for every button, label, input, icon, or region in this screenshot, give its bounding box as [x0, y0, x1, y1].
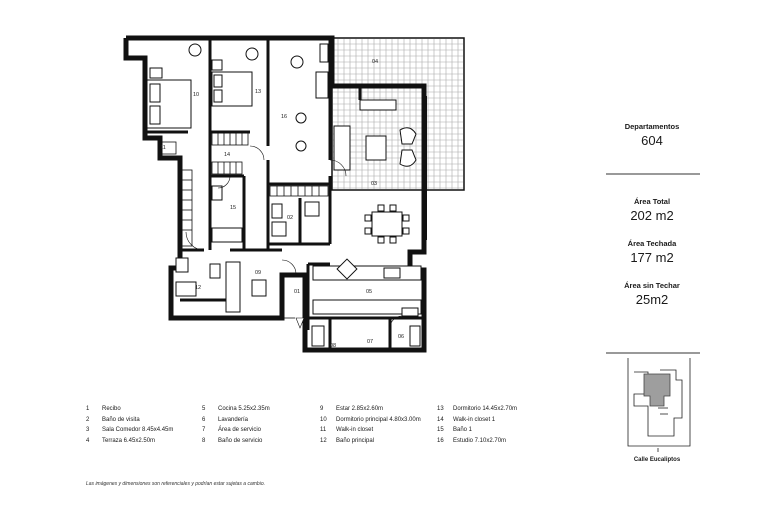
- legend-item: 3 Sala Comedor 8.45x4.45m: [86, 427, 174, 434]
- room-number: 05: [365, 289, 373, 295]
- room-number: 13: [254, 89, 262, 95]
- legend-item: 9 Estar 2.85x2.60m: [320, 406, 384, 412]
- unit-number: 604: [641, 133, 663, 148]
- room-number: 16: [280, 114, 288, 120]
- legend-item: 4 Terraza 6.45x2.50m: [86, 437, 156, 444]
- room-number: 08: [329, 343, 337, 349]
- legend-item: 1 Recibo: [86, 406, 121, 412]
- legend-column: [202, 404, 270, 446]
- room-number: 15: [229, 205, 237, 211]
- site-locator-map: [628, 358, 690, 452]
- legend-item: 5 Cocina 5.25x2.35m: [202, 406, 270, 412]
- legend-item: 8 Baño de servicio: [202, 437, 263, 444]
- total-area-block: [600, 197, 704, 223]
- roofed-area-block: [600, 239, 704, 265]
- room-number: 10: [192, 92, 200, 98]
- legend-column: [437, 404, 517, 446]
- terrace-area: [332, 38, 464, 190]
- legend-item: 12 Baño principal: [320, 437, 375, 444]
- unroofed-area-label: Área sin Techar: [624, 281, 680, 290]
- unit-header: [600, 122, 704, 148]
- room-number: 07: [366, 339, 374, 345]
- room-number: 12: [194, 285, 202, 291]
- legend-item: 7 Área de servicio: [202, 427, 262, 434]
- legend-item: 14 Walk-in closet 1: [437, 416, 496, 423]
- room-number: 11: [160, 145, 166, 151]
- legend-item: 16 Estudio 7.10x2.70m: [437, 437, 507, 444]
- legend-item: 13 Dormitorio 14.45x2.70m: [437, 406, 518, 412]
- legend-item: 6 Lavandería: [202, 416, 249, 423]
- legend-column: [86, 404, 173, 446]
- room-number: 09: [254, 270, 262, 276]
- section-label: Departamentos: [624, 122, 680, 131]
- room-number: 01: [293, 289, 301, 295]
- unroofed-area-value: 25m2: [635, 292, 669, 307]
- unroofed-area-block: [600, 281, 704, 307]
- room-number: 14: [223, 152, 231, 158]
- legend-item: 10 Dormitorio principal 4.80x3.00m: [320, 416, 421, 423]
- bedroom-furniture: [147, 44, 328, 151]
- room-number: 02: [286, 215, 294, 221]
- room-number: 04: [371, 59, 379, 65]
- legend-column: [320, 404, 421, 446]
- disclaimer: Las imágenes y dimensiones son referenciales y podrían estar sujetas a cambio.: [86, 481, 265, 487]
- room-number: 03: [370, 181, 378, 187]
- street-label: Calle Eucaliptos: [633, 457, 681, 463]
- room-number: 06: [397, 334, 405, 340]
- legend-item: 15 Baño 1: [437, 427, 473, 434]
- legend-item: 2 Baño de visita: [86, 416, 140, 423]
- total-area-label: Área Total: [633, 197, 671, 206]
- legend-item: 11 Walk-in closet: [320, 427, 374, 434]
- roofed-area-label: Área Techada: [627, 239, 677, 248]
- roofed-area-value: 177 m2: [630, 250, 674, 265]
- total-area-value: 202 m2: [630, 208, 674, 223]
